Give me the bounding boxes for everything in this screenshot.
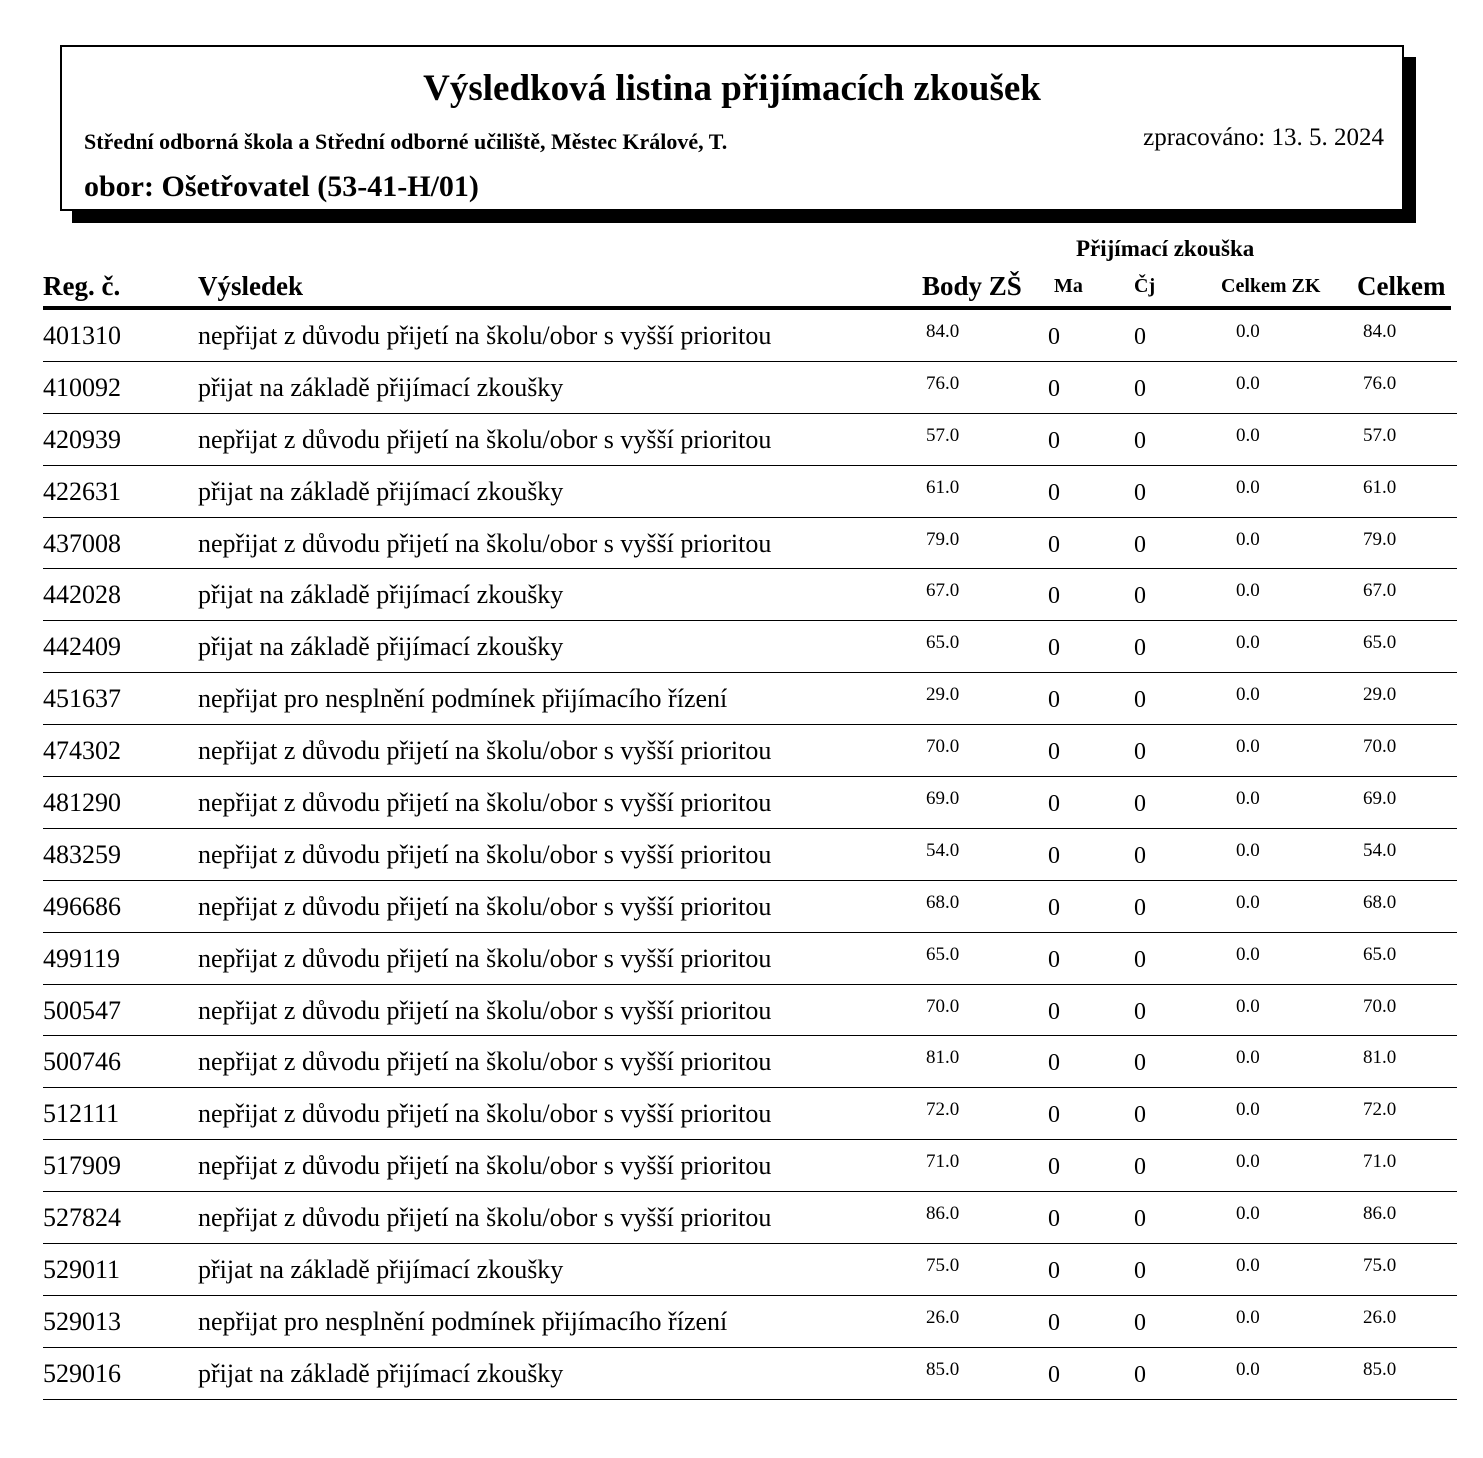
cj-cell: 0 <box>1134 1361 1146 1388</box>
celkem-zk-cell: 0.0 <box>1236 1099 1260 1121</box>
ma-cell: 0 <box>1048 687 1060 714</box>
celkem-cell: 71.0 <box>1363 1151 1397 1173</box>
reg-cell: 512111 <box>43 1099 120 1129</box>
table-row <box>43 362 1457 414</box>
reg-cell: 529016 <box>43 1358 121 1388</box>
celkem-cell: 29.0 <box>1363 684 1397 706</box>
column-header-celkem: Celkem <box>1357 271 1446 301</box>
reg-cell: 500547 <box>43 995 121 1025</box>
reg-cell: 529013 <box>43 1306 121 1336</box>
ma-cell: 0 <box>1048 531 1060 558</box>
result-cell: nepřijat z důvodu přijetí na školu/obor s vyšší prioritou <box>198 839 772 869</box>
result-cell: nepřijat z důvodu přijetí na školu/obor s vyšší prioritou <box>198 528 772 558</box>
column-header-ma: Ma <box>1054 275 1083 297</box>
celkem-zk-cell: 0.0 <box>1236 1255 1260 1277</box>
table-row <box>43 673 1457 725</box>
cj-cell: 0 <box>1134 687 1146 714</box>
result-cell: přijat na základě přijímací zkoušky <box>198 1255 564 1285</box>
ma-cell: 0 <box>1048 998 1060 1025</box>
body-zs-cell: 85.0 <box>926 1358 960 1380</box>
celkem-zk-cell: 0.0 <box>1236 424 1260 446</box>
cj-cell: 0 <box>1134 842 1146 869</box>
celkem-cell: 79.0 <box>1363 528 1397 550</box>
celkem-cell: 70.0 <box>1363 995 1397 1017</box>
table-row <box>43 933 1457 985</box>
celkem-cell: 68.0 <box>1363 891 1397 913</box>
celkem-cell: 26.0 <box>1363 1306 1397 1328</box>
results-table <box>43 310 1457 1400</box>
field-of-study: obor: Ošetřovatel (53-41-H/01) <box>84 170 479 203</box>
body-zs-cell: 75.0 <box>926 1255 960 1277</box>
ma-cell: 0 <box>1048 739 1060 766</box>
body-zs-cell: 72.0 <box>926 1099 960 1121</box>
cj-cell: 0 <box>1134 791 1146 818</box>
reg-cell: 410092 <box>43 372 121 402</box>
cj-cell: 0 <box>1134 1154 1146 1181</box>
celkem-cell: 81.0 <box>1363 1047 1397 1069</box>
ma-cell: 0 <box>1048 427 1060 454</box>
celkem-zk-cell: 0.0 <box>1236 476 1260 498</box>
celkem-zk-cell: 0.0 <box>1236 580 1260 602</box>
ma-cell: 0 <box>1048 1050 1060 1077</box>
body-zs-cell: 57.0 <box>926 424 960 446</box>
ma-cell: 0 <box>1048 1206 1060 1233</box>
ma-cell: 0 <box>1048 479 1060 506</box>
ma-cell: 0 <box>1048 375 1060 402</box>
table-row <box>43 881 1457 933</box>
cj-cell: 0 <box>1134 998 1146 1025</box>
celkem-zk-cell: 0.0 <box>1236 943 1260 965</box>
celkem-zk-cell: 0.0 <box>1236 1358 1260 1380</box>
celkem-cell: 72.0 <box>1363 1099 1397 1121</box>
reg-cell: 474302 <box>43 736 121 766</box>
reg-cell: 422631 <box>43 476 121 506</box>
ma-cell: 0 <box>1048 635 1060 662</box>
cj-cell: 0 <box>1134 1309 1146 1336</box>
celkem-cell: 57.0 <box>1363 424 1397 446</box>
cj-cell: 0 <box>1134 375 1146 402</box>
table-row <box>43 1140 1457 1192</box>
table-row <box>43 1244 1457 1296</box>
celkem-zk-cell: 0.0 <box>1236 736 1260 758</box>
processed-date: zpracováno: 13. 5. 2024 <box>1143 124 1384 151</box>
celkem-zk-cell: 0.0 <box>1236 1047 1260 1069</box>
body-zs-cell: 67.0 <box>926 580 960 602</box>
result-cell: nepřijat z důvodu přijetí na školu/obor s vyšší prioritou <box>198 736 772 766</box>
celkem-zk-cell: 0.0 <box>1236 1151 1260 1173</box>
celkem-cell: 85.0 <box>1363 1358 1397 1380</box>
cj-cell: 0 <box>1134 531 1146 558</box>
celkem-cell: 76.0 <box>1363 372 1397 394</box>
body-zs-cell: 65.0 <box>926 943 960 965</box>
body-zs-cell: 61.0 <box>926 476 960 498</box>
table-row <box>43 569 1457 621</box>
reg-cell: 420939 <box>43 424 121 454</box>
ma-cell: 0 <box>1048 1154 1060 1181</box>
column-header-cj: Čj <box>1134 275 1156 297</box>
celkem-zk-cell: 0.0 <box>1236 995 1260 1017</box>
ma-cell: 0 <box>1048 583 1060 610</box>
body-zs-cell: 70.0 <box>926 736 960 758</box>
result-cell: nepřijat pro nesplnění podmínek přijímacího řízení <box>198 684 728 714</box>
document-header <box>60 45 1404 211</box>
cj-cell: 0 <box>1134 1258 1146 1285</box>
table-row <box>43 1296 1457 1348</box>
cj-cell: 0 <box>1134 635 1146 662</box>
table-row <box>43 414 1457 466</box>
reg-cell: 500746 <box>43 1047 121 1077</box>
body-zs-cell: 68.0 <box>926 891 960 913</box>
ma-cell: 0 <box>1048 324 1060 350</box>
result-cell: nepřijat z důvodu přijetí na školu/obor s vyšší prioritou <box>198 891 772 921</box>
cj-cell: 0 <box>1134 427 1146 454</box>
body-zs-cell: 81.0 <box>926 1047 960 1069</box>
cj-cell: 0 <box>1134 1102 1146 1129</box>
body-zs-cell: 84.0 <box>926 321 960 342</box>
celkem-cell: 69.0 <box>1363 788 1397 810</box>
celkem-cell: 84.0 <box>1363 321 1397 342</box>
reg-cell: 437008 <box>43 528 121 558</box>
result-cell: nepřijat z důvodu přijetí na školu/obor s vyšší prioritou <box>198 424 772 454</box>
entrance-exam-group-header: Přijímací zkouška <box>1076 236 1255 261</box>
celkem-zk-cell: 0.0 <box>1236 788 1260 810</box>
result-cell: nepřijat z důvodu přijetí na školu/obor s vyšší prioritou <box>198 1203 772 1233</box>
body-zs-cell: 26.0 <box>926 1306 960 1328</box>
reg-cell: 527824 <box>43 1203 121 1233</box>
result-cell: přijat na základě přijímací zkoušky <box>198 476 564 506</box>
table-row <box>43 621 1457 673</box>
result-cell: přijat na základě přijímací zkoušky <box>198 632 564 662</box>
celkem-zk-cell: 0.0 <box>1236 632 1260 654</box>
result-cell: nepřijat z důvodu přijetí na školu/obor s vyšší prioritou <box>198 943 772 973</box>
celkem-cell: 54.0 <box>1363 839 1397 861</box>
result-cell: nepřijat z důvodu přijetí na školu/obor s vyšší prioritou <box>198 1151 772 1181</box>
body-zs-cell: 86.0 <box>926 1203 960 1225</box>
body-zs-cell: 69.0 <box>926 788 960 810</box>
body-zs-cell: 79.0 <box>926 528 960 550</box>
celkem-cell: 61.0 <box>1363 476 1397 498</box>
reg-cell: 496686 <box>43 891 121 921</box>
result-cell: přijat na základě přijímací zkoušky <box>198 580 564 610</box>
table-row <box>43 518 1457 570</box>
ma-cell: 0 <box>1048 842 1060 869</box>
reg-cell: 483259 <box>43 839 121 869</box>
ma-cell: 0 <box>1048 1102 1060 1129</box>
table-row <box>43 1348 1457 1400</box>
table-row <box>43 1192 1457 1244</box>
result-cell: nepřijat z důvodu přijetí na školu/obor s vyšší prioritou <box>198 1047 772 1077</box>
result-cell: nepřijat z důvodu přijetí na školu/obor s vyšší prioritou <box>198 321 772 350</box>
ma-cell: 0 <box>1048 1361 1060 1388</box>
body-zs-cell: 65.0 <box>926 632 960 654</box>
result-cell: nepřijat z důvodu přijetí na školu/obor s vyšší prioritou <box>198 1099 772 1129</box>
body-zs-cell: 54.0 <box>926 839 960 861</box>
column-header-celkem-zk: Celkem ZK <box>1221 275 1321 297</box>
column-header-body-zs: Body ZŠ <box>922 271 1022 301</box>
reg-cell: 529011 <box>43 1255 121 1285</box>
cj-cell: 0 <box>1134 479 1146 506</box>
ma-cell: 0 <box>1048 946 1060 973</box>
reg-cell: 481290 <box>43 788 121 818</box>
table-row <box>43 777 1457 829</box>
celkem-zk-cell: 0.0 <box>1236 528 1260 550</box>
celkem-zk-cell: 0.0 <box>1236 321 1260 342</box>
result-cell: nepřijat z důvodu přijetí na školu/obor s vyšší prioritou <box>198 788 772 818</box>
celkem-zk-cell: 0.0 <box>1236 839 1260 861</box>
celkem-zk-cell: 0.0 <box>1236 372 1260 394</box>
reg-cell: 442409 <box>43 632 121 662</box>
cj-cell: 0 <box>1134 583 1146 610</box>
celkem-zk-cell: 0.0 <box>1236 1306 1260 1328</box>
body-zs-cell: 70.0 <box>926 995 960 1017</box>
cj-cell: 0 <box>1134 1050 1146 1077</box>
body-zs-cell: 76.0 <box>926 372 960 394</box>
reg-cell: 499119 <box>43 943 121 973</box>
celkem-cell: 67.0 <box>1363 580 1397 602</box>
table-row <box>43 1088 1457 1140</box>
cj-cell: 0 <box>1134 1206 1146 1233</box>
table-row <box>43 725 1457 777</box>
cj-cell: 0 <box>1134 739 1146 766</box>
result-cell: nepřijat pro nesplnění podmínek přijímacího řízení <box>198 1306 728 1336</box>
celkem-cell: 70.0 <box>1363 736 1397 758</box>
celkem-zk-cell: 0.0 <box>1236 891 1260 913</box>
reg-cell: 442028 <box>43 580 121 610</box>
celkem-zk-cell: 0.0 <box>1236 1203 1260 1225</box>
cj-cell: 0 <box>1134 894 1146 921</box>
result-cell: přijat na základě přijímací zkoušky <box>198 1358 564 1388</box>
celkem-cell: 86.0 <box>1363 1203 1397 1225</box>
celkem-zk-cell: 0.0 <box>1236 684 1260 706</box>
ma-cell: 0 <box>1048 1258 1060 1285</box>
reg-cell: 401310 <box>43 321 121 350</box>
cj-cell: 0 <box>1134 324 1146 350</box>
table-row <box>43 310 1457 362</box>
result-cell: nepřijat z důvodu přijetí na školu/obor s vyšší prioritou <box>198 995 772 1025</box>
reg-cell: 451637 <box>43 684 121 714</box>
column-header-reg: Reg. č. <box>43 271 121 301</box>
document-title: Výsledková listina přijímacích zkoušek <box>423 68 1041 109</box>
body-zs-cell: 71.0 <box>926 1151 960 1173</box>
cj-cell: 0 <box>1134 946 1146 973</box>
ma-cell: 0 <box>1048 791 1060 818</box>
school-name: Střední odborná škola a Střední odborné učiliště, Městec Králové, T. <box>84 129 728 154</box>
celkem-cell: 65.0 <box>1363 632 1397 654</box>
ma-cell: 0 <box>1048 1309 1060 1336</box>
body-zs-cell: 29.0 <box>926 684 960 706</box>
result-cell: přijat na základě přijímací zkoušky <box>198 372 564 402</box>
column-header-result: Výsledek <box>198 271 304 301</box>
reg-cell: 517909 <box>43 1151 121 1181</box>
ma-cell: 0 <box>1048 894 1060 921</box>
table-row <box>43 1036 1457 1088</box>
table-row <box>43 985 1457 1037</box>
table-row <box>43 466 1457 518</box>
table-row <box>43 829 1457 881</box>
celkem-cell: 65.0 <box>1363 943 1397 965</box>
celkem-cell: 75.0 <box>1363 1255 1397 1277</box>
